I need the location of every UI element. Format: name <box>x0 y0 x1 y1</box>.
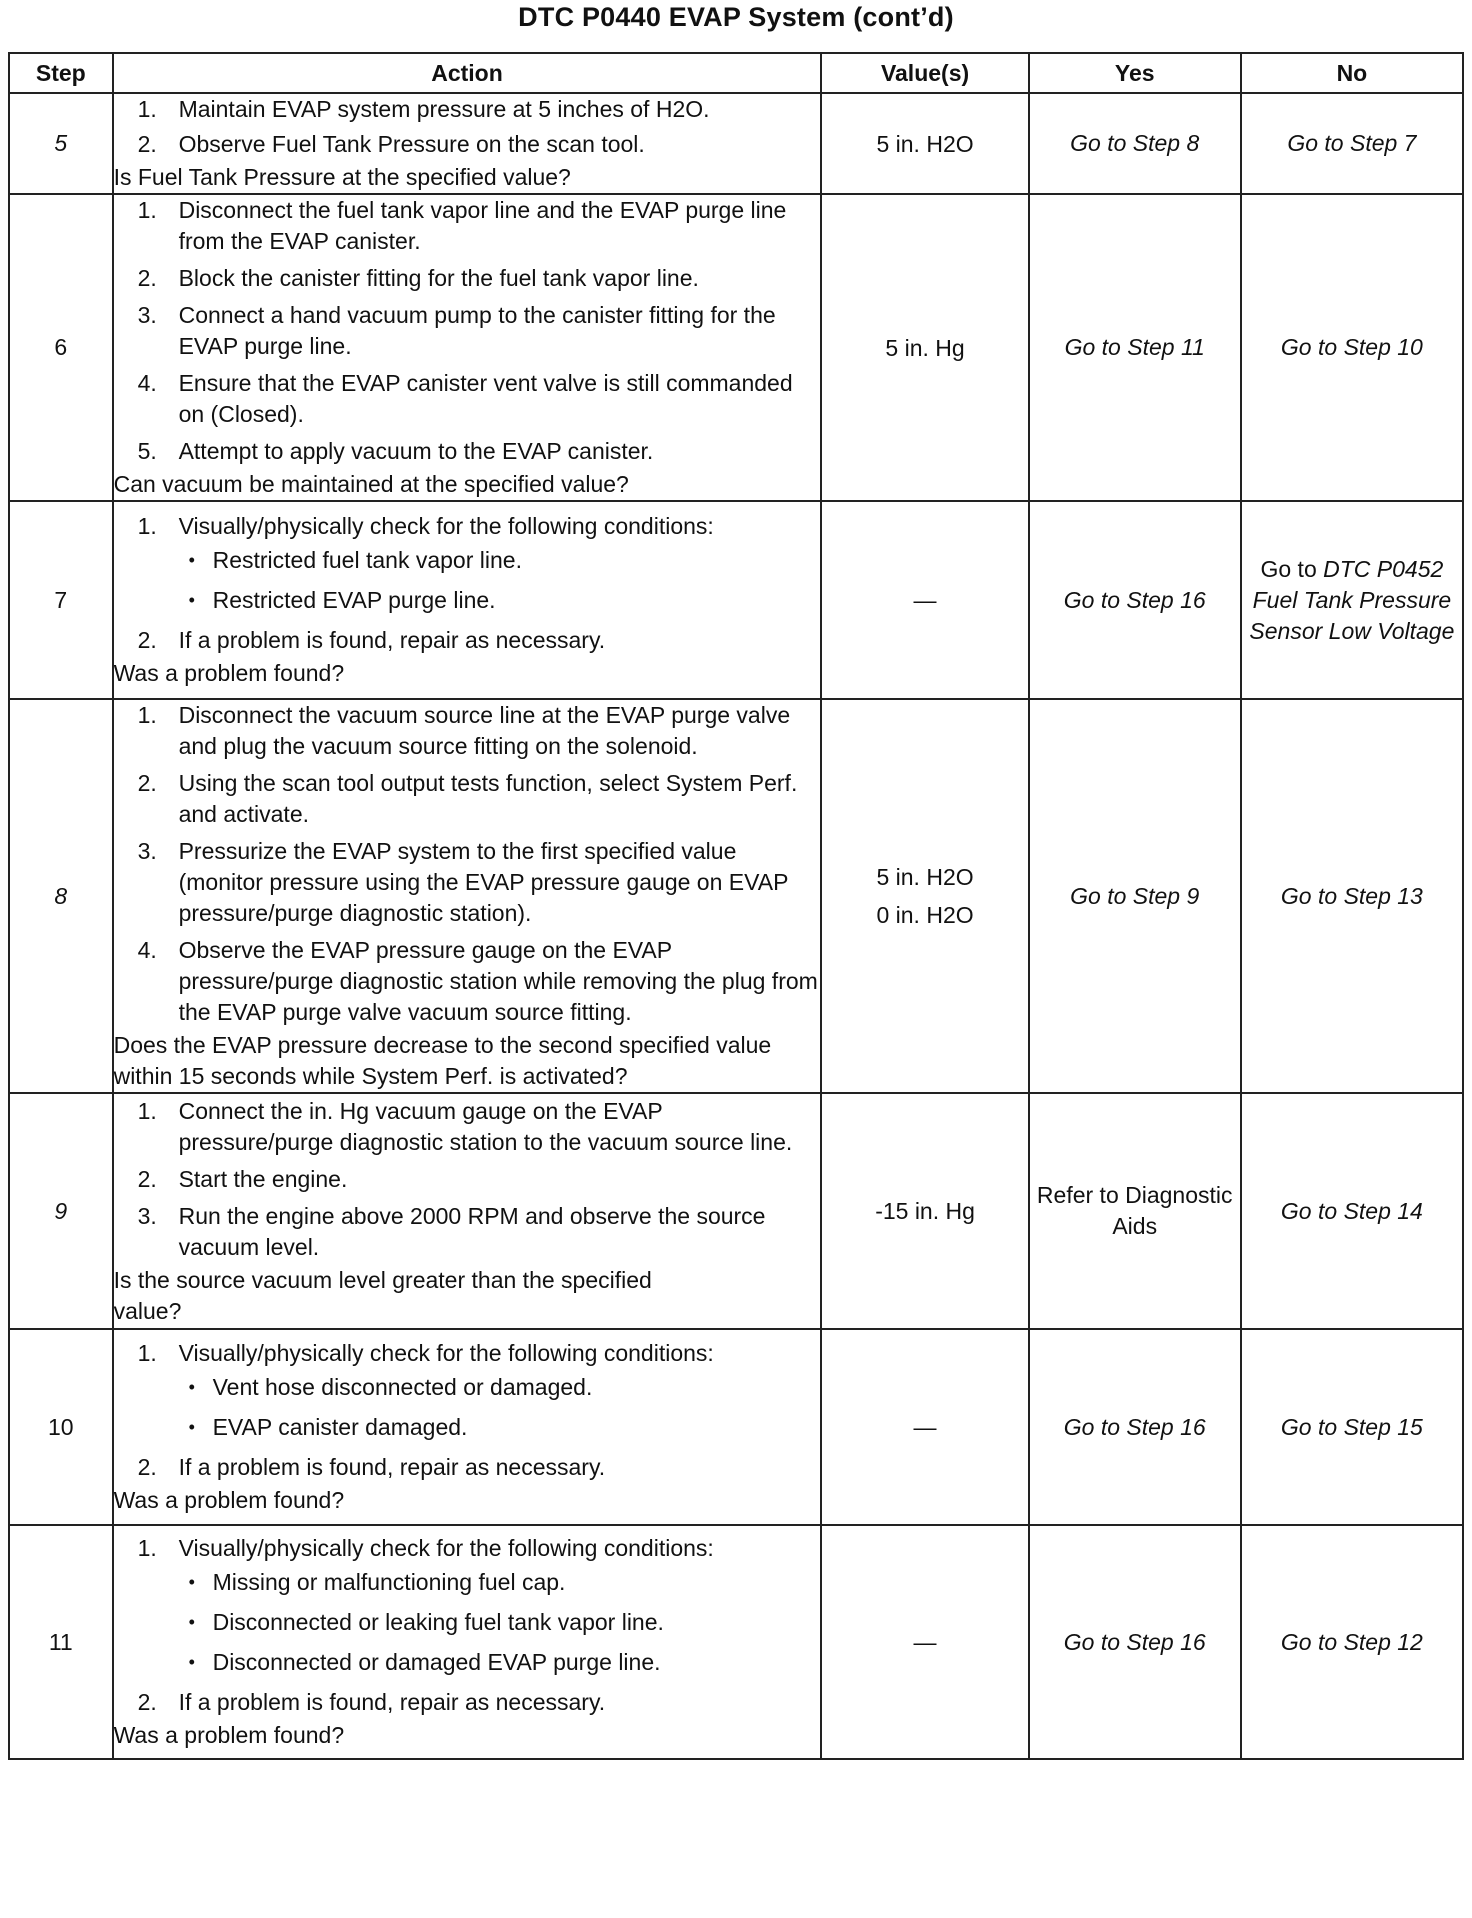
yes-cell: Go to Step 16 <box>1029 1329 1241 1525</box>
list-item: 3. Run the engine above 2000 RPM and observe the source vacuum level. <box>137 1202 766 1260</box>
list-item: • Disconnected or leaking fuel tank vapor line. <box>179 1607 821 1638</box>
table-row <box>9 699 1463 1093</box>
action-list <box>114 195 821 467</box>
yes-cell: Go to Step 9 <box>1029 699 1241 1093</box>
list-item: 4. Observe the EVAP pressure gauge on the EVAP pressure/purge diagnostic station while removing the plug from the EVAP purge valve vacuum source fitting. <box>137 937 818 1025</box>
table-row <box>9 194 1463 501</box>
no-cell: Go to Step 13 <box>1241 699 1463 1093</box>
list-item: • EVAP canister damaged. <box>179 1412 821 1443</box>
list-item: 4. Ensure that the EVAP canister vent valve is still commanded on (Closed). <box>137 370 793 427</box>
action-list <box>114 1533 821 1718</box>
header-no: No <box>1241 53 1463 93</box>
table-row <box>9 501 1463 699</box>
action-cell <box>113 194 822 501</box>
no-cell: Go to Step 12 <box>1241 1525 1463 1759</box>
value-cell: 5 in. H2O <box>821 93 1028 194</box>
condition-list <box>179 545 821 616</box>
no-cell: Go to Step 7 <box>1241 93 1463 194</box>
value-cell: — <box>821 1329 1028 1525</box>
action-cell <box>113 1329 822 1525</box>
list-item: 1. Disconnect the vacuum source line at the EVAP purge valve and plug the vacuum source fitting on the solenoid. <box>137 702 791 759</box>
action-question: Was a problem found? <box>113 1487 345 1513</box>
list-item: 1. Visually/physically check for the following conditions: • Restricted fuel tank vapor line. • Restricted EVAP purge line. <box>114 511 821 616</box>
list-item: • Restricted EVAP purge line. <box>179 585 821 616</box>
list-item: 1. Visually/physically check for the following conditions: • Vent hose disconnected or damaged. • EVAP canister damaged. <box>114 1338 821 1443</box>
no-cell: Go to Step 10 <box>1241 194 1463 501</box>
list-item: 5. Attempt to apply vacuum to the EVAP canister. <box>137 438 654 464</box>
list-item: 1. Connect the in. Hg vacuum gauge on the EVAP pressure/purge diagnostic station to the vacuum source line. <box>137 1097 793 1155</box>
header-values: Value(s) <box>821 53 1028 93</box>
yes-cell: Refer to Diagnostic Aids <box>1029 1093 1241 1329</box>
table-row <box>9 1329 1463 1525</box>
list-item: 2. If a problem is found, repair as necessary. <box>137 1689 606 1715</box>
table-row <box>9 1093 1463 1329</box>
step-number: 9 <box>9 1093 113 1329</box>
action-cell <box>113 93 822 194</box>
value-cell: 5 in. Hg <box>821 194 1028 501</box>
table-row <box>9 1525 1463 1759</box>
yes-cell: Go to Step 16 <box>1029 1525 1241 1759</box>
condition-list <box>179 1567 821 1678</box>
condition-list <box>179 1372 821 1443</box>
header-action: Action <box>113 53 822 93</box>
no-cell <box>1241 501 1463 699</box>
no-cell: Go to Step 14 <box>1241 1093 1463 1329</box>
action-question: Can vacuum be maintained at the specified value? <box>113 471 629 497</box>
action-list <box>114 511 821 656</box>
action-question: Is the source vacuum level greater than the specified value? <box>113 1266 652 1324</box>
header-step: Step <box>9 53 113 93</box>
action-list <box>114 1096 821 1263</box>
step-number: 5 <box>9 93 113 194</box>
diagnostic-table <box>8 52 1464 1760</box>
step-number: 7 <box>9 501 113 699</box>
list-item: 1. Maintain EVAP system pressure at 5 inches of H2O. <box>137 96 710 122</box>
list-item: • Restricted fuel tank vapor line. <box>179 545 821 576</box>
action-cell <box>113 1093 822 1329</box>
table-row <box>9 93 1463 194</box>
list-item: 2. Observe Fuel Tank Pressure on the scan tool. <box>137 131 645 157</box>
list-item: 3. Pressurize the EVAP system to the first specified value (monitor pressure using the EVAP pressure gauge on EVAP pressure/purge diagnostic station). <box>137 838 788 926</box>
step-number: 8 <box>9 699 113 1093</box>
action-cell <box>113 1525 822 1759</box>
value-cell: — <box>821 1525 1028 1759</box>
value-cell: -15 in. Hg <box>821 1093 1028 1329</box>
list-item: 2. If a problem is found, repair as necessary. <box>137 1454 606 1480</box>
step-number: 6 <box>9 194 113 501</box>
list-item: • Missing or malfunctioning fuel cap. <box>179 1567 821 1598</box>
header-row <box>9 53 1463 93</box>
list-item: 1. Visually/physically check for the following conditions: • Missing or malfunctioning fuel cap. • Disconnected or leaking fuel tank vapor line. • Disconnected or damaged EVAP purge line. <box>114 1533 821 1678</box>
dtc-reference: DTC P0452 Fuel Tank Pressure Sensor Low Voltage <box>1249 555 1455 644</box>
action-cell <box>113 501 822 699</box>
list-item: 2. If a problem is found, repair as necessary. <box>137 627 606 653</box>
list-item: 2. Start the engine. <box>137 1165 348 1192</box>
action-question: Does the EVAP pressure decrease to the second specified value within 15 seconds while System Perf. is activated? <box>113 1032 772 1089</box>
list-item: 2. Block the canister fitting for the fuel tank vapor line. <box>137 265 699 291</box>
no-prefix: Go to <box>1260 555 1317 582</box>
yes-cell: Go to Step 8 <box>1029 93 1241 194</box>
action-list <box>114 1338 821 1483</box>
step-number: 10 <box>9 1329 113 1525</box>
list-item: 3. Connect a hand vacuum pump to the canister fitting for the EVAP purge line. <box>137 302 776 359</box>
action-list <box>114 94 821 160</box>
action-list <box>114 700 821 1028</box>
no-cell: Go to Step 15 <box>1241 1329 1463 1525</box>
yes-cell: Go to Step 11 <box>1029 194 1241 501</box>
list-item: 2. Using the scan tool output tests function, select System Perf. and activate. <box>137 770 798 827</box>
header-yes: Yes <box>1029 53 1241 93</box>
value-cell: 5 in. H2O 0 in. H2O <box>821 699 1028 1093</box>
action-question: Was a problem found? <box>113 660 345 686</box>
list-item: • Vent hose disconnected or damaged. <box>179 1372 821 1403</box>
step-number: 11 <box>9 1525 113 1759</box>
value-cell: — <box>821 501 1028 699</box>
action-question: Is Fuel Tank Pressure at the specified value? <box>113 164 571 190</box>
action-cell <box>113 699 822 1093</box>
action-question: Was a problem found? <box>113 1722 345 1748</box>
yes-cell: Go to Step 16 <box>1029 501 1241 699</box>
list-item: • Disconnected or damaged EVAP purge line. <box>179 1647 821 1678</box>
page-title: DTC P0440 EVAP System (cont’d) <box>518 2 954 32</box>
list-item: 1. Disconnect the fuel tank vapor line and the EVAP purge line from the EVAP canister. <box>137 197 787 254</box>
